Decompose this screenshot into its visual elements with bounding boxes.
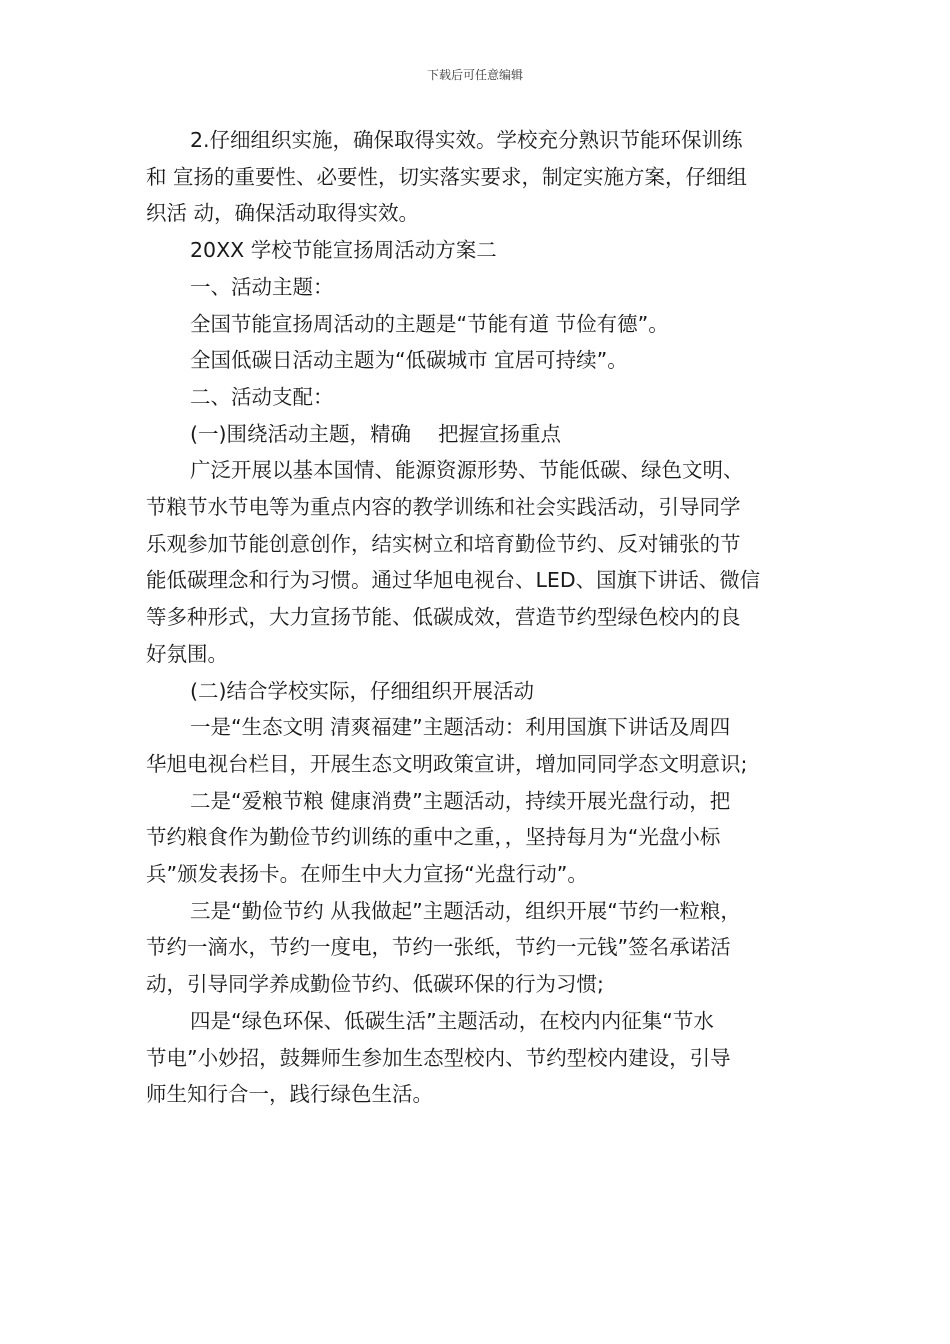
subsection-heading: (一)围绕活动主题，精确 把握宣扬重点 [190,421,562,446]
text-line: 师生知行合一，践行绿色生活。 [146,1082,433,1107]
subsection-heading: (二)结合学校实际，仔细组织开展活动 [190,678,534,703]
document-body [146,122,816,1113]
page-header: 下载后可任意编辑 [426,68,523,82]
text-line: 节约粮食作为勤俭节约训练的重中之重，，坚持每月为“光盘小标 [146,825,721,850]
text-line: 兵”颁发表扬卡。在师生中大力宣扬“光盘行动”。 [146,862,588,887]
section-heading: 二、活动支配： [190,384,334,409]
text-line: 全国低碳日活动主题为“低碳城市 宜居可持续”。 [190,348,628,373]
text-line: 织活 动，确保活动取得实效。 [146,201,420,226]
text-line: 动，引导同学养成勤俭节约、低碳环保的行为习惯; [146,972,604,997]
text-line: 乐观参加节能创意创作，结实树立和培育勤俭节约、反对铺张的节 [146,531,741,556]
text-line: 和 宣扬的重要性、必要性，切实落实要求，制定实施方案，仔细组 [146,164,748,189]
text-line: 三是“勤俭节约 从我做起”主题活动，组织开展“节约一粒粮， [190,898,741,923]
text-line: 节电”小妙招，鼓舞师生参加生态型校内、节约型校内建设，引导 [146,1045,731,1070]
text-line: 好氛围。 [146,641,228,666]
text-line: 节粮节水节电等为重点内容的教学训练和社会实践活动，引导同学 [146,495,741,520]
text-line: 一是“生态文明 清爽福建”主题活动：利用国旗下讲话及周四 [190,715,731,740]
text-line: 全国节能宣扬周活动的主题是“节能有道 节俭有德”。 [190,311,669,336]
text-line: 华旭电视台栏目，开展生态文明政策宣讲，增加同同学态文明意识; [146,751,748,776]
text-line: 四是“绿色环保、低碳生活”主题活动，在校内内征集“节水 [190,1008,714,1033]
section-heading: 一、活动主题： [190,274,334,299]
section-title: 20XX 学校节能宣扬周活动方案二 [190,238,497,263]
text-line: 2.仔细组织实施，确保取得实效。学校充分熟识节能环保训练 [190,128,743,152]
text-line: 二是“爱粮节粮 健康消费”主题活动，持续开展光盘行动，把 [190,788,731,813]
text-line: 能低碳理念和行为习惯。通过华旭电视台、LED、国旗下讲话、微信 [146,568,761,593]
text-line: 广泛开展以基本国情、能源资源形势、节能低碳、绿色文明、 [190,458,744,483]
text-line: 节约一滴水，节约一度电，节约一张纸，节约一元钱”签名承诺活 [146,935,731,960]
text-line: 等多种形式，大力宣扬节能、低碳成效，营造节约型绿色校内的良 [146,605,741,630]
